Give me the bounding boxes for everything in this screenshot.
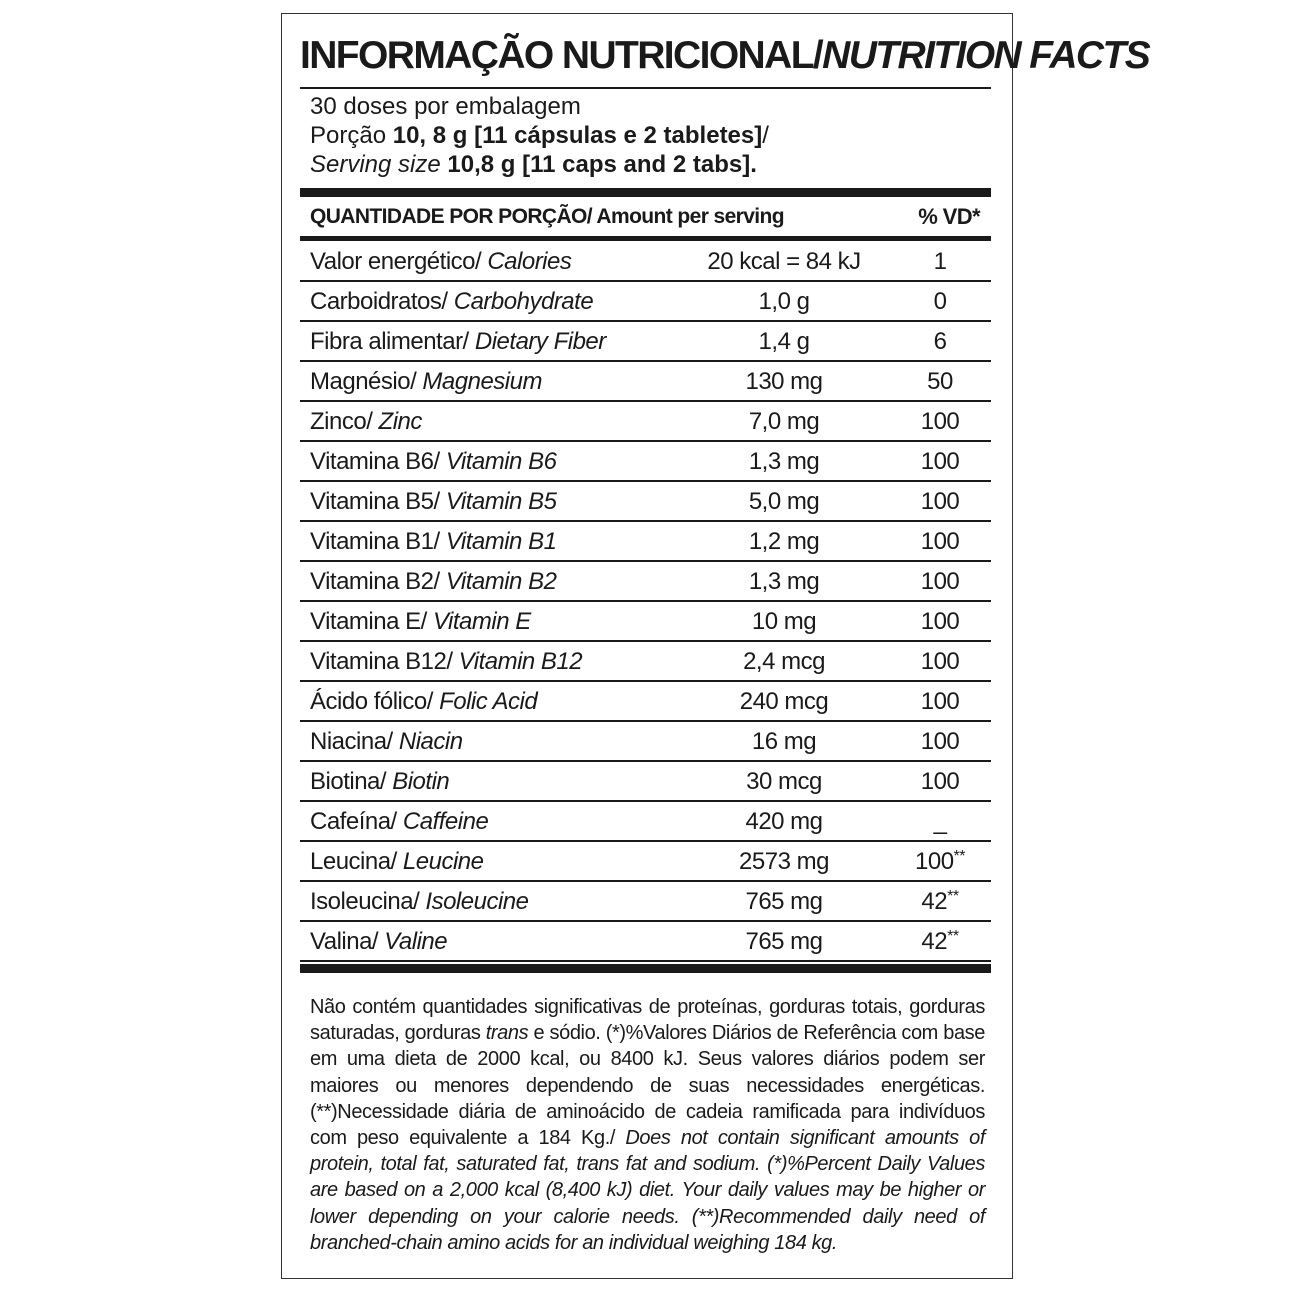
- nutrient-name-pt: Vitamina B6/: [310, 448, 446, 475]
- nutrient-amount: 420 mg: [745, 808, 823, 835]
- nutrient-dv-value: 42: [921, 928, 948, 955]
- nutrient-amount: 5,0 mg: [748, 488, 820, 515]
- nutrient-dv: [890, 922, 990, 962]
- nutrient-dv-value: 100: [920, 528, 960, 555]
- table-row: [300, 322, 991, 362]
- nutrient-name: [310, 282, 593, 322]
- nutrient-dv-value: 100: [920, 648, 960, 675]
- nutrient-dv-value: 100: [920, 488, 960, 515]
- nutrient-name: [310, 522, 556, 562]
- nutrient-name-pt: Vitamina E/: [310, 608, 433, 635]
- nutrient-name-pt: Niacina/: [310, 728, 399, 755]
- portion-pt-label: Porção: [310, 122, 393, 149]
- nutrient-dv-value: 100: [920, 768, 960, 795]
- nutrient-name-en: Isoleucine: [425, 888, 529, 915]
- nutrient-dv-value: 100: [920, 608, 960, 635]
- servings-per-container: 30 doses por embalagem: [310, 93, 581, 120]
- portion-en: [310, 150, 990, 179]
- header-dv-label: % VD*: [918, 204, 980, 229]
- nutrient-name: [310, 602, 531, 642]
- nutrient-name: [310, 922, 447, 962]
- footnote-en: Does not contain significant amounts of protein, total fat, saturated fat, trans fat and sodium. (*)%Percent Daily Values are based on a 2,000 kcal (8,400 kJ) diet. Your daily values may be higher or lower depending on your calorie needs. (**)Recommended daily need of branched-chain amino acids for an individual weighing 184 kg.: [310, 1127, 985, 1254]
- table-row: [300, 842, 991, 882]
- nutrient-name: [310, 722, 463, 762]
- nutrient-name-en: Vitamin E: [432, 608, 531, 635]
- nutrient-name-en: Leucine: [402, 848, 484, 875]
- nutrient-amount: 1,2 mg: [748, 528, 820, 555]
- table-row: [300, 562, 991, 602]
- nutrient-dv: [890, 362, 990, 402]
- nutrient-amount: 765 mg: [745, 928, 823, 955]
- nutrient-amount: 10 mg: [751, 608, 817, 635]
- nutrient-name-pt: Valina/: [310, 928, 385, 955]
- table-row: [300, 802, 991, 842]
- nutrient-name: [310, 882, 528, 922]
- nutrient-name-pt: Carboidratos/: [310, 288, 454, 315]
- table-row: [300, 642, 991, 682]
- nutrient-dv-value: 100: [920, 568, 960, 595]
- nutrient-dv-mark: **: [953, 848, 965, 865]
- nutrient-dv-value: 100: [920, 448, 960, 475]
- nutrient-name-pt: Isoleucina/: [310, 888, 426, 915]
- nutrient-dv-value: 0: [933, 288, 947, 315]
- table-row: [300, 882, 991, 922]
- table-row: [300, 242, 991, 282]
- table-row: [300, 762, 991, 802]
- nutrient-name-en: Dietary Fiber: [474, 328, 606, 355]
- nutrient-dv: [890, 722, 990, 762]
- nutrient-name-en: Zinc: [378, 408, 422, 435]
- nutrient-name-en: Folic Acid: [439, 688, 538, 715]
- nutrient-dv: [890, 282, 990, 322]
- nutrient-dv: [890, 842, 990, 882]
- nutrient-amount: 1,0 g: [758, 288, 810, 315]
- nutrient-dv-value: 100: [920, 408, 960, 435]
- nutrient-name-pt: Magnésio/: [310, 368, 423, 395]
- nutrient-dv-mark: **: [947, 928, 959, 945]
- nutrient-name-pt: Leucina/: [310, 848, 403, 875]
- nutrient-amount: 1,4 g: [758, 328, 810, 355]
- table-row: [300, 722, 991, 762]
- nutrient-dv: [890, 522, 990, 562]
- nutrient-dv-value: 42: [921, 888, 948, 915]
- nutrient-dv: [890, 882, 990, 922]
- nutrient-amount: 20 kcal = 84 kJ: [707, 248, 861, 275]
- nutrient-name-en: Vitamin B5: [445, 488, 557, 515]
- nutrient-dv: [890, 642, 990, 682]
- nutrient-name-pt: Ácido fólico/: [310, 688, 440, 715]
- nutrient-name-pt: Biotina/: [310, 768, 393, 795]
- table-row: [300, 922, 991, 962]
- nutrient-name: [310, 362, 542, 402]
- nutrient-name-en: Vitamin B12: [458, 648, 583, 675]
- nutrient-name-en: Calories: [487, 248, 572, 275]
- nutrient-dv: [890, 682, 990, 722]
- nutrient-name: [310, 402, 422, 442]
- title-english: NUTRITION FACTS: [822, 34, 1150, 77]
- nutrient-name: [310, 482, 556, 522]
- nutrient-amount: 2573 mg: [739, 848, 829, 875]
- nutrient-name: [310, 562, 556, 602]
- nutrient-dv-value: 100: [920, 688, 960, 715]
- serving-info: [310, 92, 990, 179]
- nutrient-dv-value: 100: [915, 848, 954, 875]
- nutrient-dv: [890, 802, 990, 842]
- nutrient-dv: [890, 322, 990, 362]
- nutrient-name-en: Caffeine: [402, 808, 489, 835]
- portion-pt-value: 10, 8 g [11 cápsulas e 2 tabletes]: [392, 122, 763, 149]
- nutrient-name-pt: Valor energético/: [310, 248, 488, 275]
- table-row: [300, 442, 991, 482]
- table-row: [300, 362, 991, 402]
- nutrient-name-pt: Fibra alimentar/: [310, 328, 475, 355]
- table-row: [300, 602, 991, 642]
- header-bottom-rule: [300, 236, 991, 241]
- portion-en-value: 10,8 g [11 caps and 2 tabs].: [447, 151, 757, 178]
- footnote-pt-1: Não contém quantidades significativas de proteínas, gorduras totais, gorduras saturadas, gorduras: [310, 996, 985, 1045]
- nutrient-amount: 2,4 mcg: [743, 648, 825, 675]
- table-row: [300, 682, 991, 722]
- nutrient-name: [310, 642, 582, 682]
- nutrient-name: [310, 802, 488, 842]
- nutrient-amount: 16 mg: [751, 728, 817, 755]
- nutrient-dv-value: 6: [933, 328, 947, 355]
- nutrient-dv-value: 50: [927, 368, 953, 395]
- title-portuguese: INFORMAÇÃO NUTRICIONAL/: [300, 34, 823, 77]
- table-row: [300, 402, 991, 442]
- nutrient-dv: [890, 482, 990, 522]
- table-row: [300, 522, 991, 562]
- portion-en-label: Serving size: [310, 151, 448, 178]
- nutrient-amount: 1,3 mg: [748, 448, 820, 475]
- table-header: [310, 200, 980, 234]
- nutrient-name-en: Vitamin B6: [445, 448, 557, 475]
- nutrient-name-en: Vitamin B2: [445, 568, 557, 595]
- header-top-thick-rule: [300, 188, 991, 197]
- footnote-trans: trans: [485, 1022, 529, 1045]
- portion-pt: [310, 121, 990, 150]
- nutrient-name-en: Magnesium: [422, 368, 542, 395]
- portion-pt-suffix: /: [762, 122, 769, 149]
- nutrient-dv: [890, 562, 990, 602]
- nutrient-amount: 30 mcg: [746, 768, 822, 795]
- header-amount-label: QUANTIDADE POR PORÇÃO/ Amount per serving: [310, 205, 784, 228]
- nutrient-dv: [890, 402, 990, 442]
- nutrient-dv-value: _: [933, 808, 947, 835]
- label-title: [300, 30, 1150, 82]
- nutrient-dv-mark: **: [947, 888, 959, 905]
- nutrient-name-pt: Vitamina B12/: [310, 648, 459, 675]
- nutrient-dv: [890, 242, 990, 282]
- nutrient-amount: 765 mg: [745, 888, 823, 915]
- nutrient-name-en: Niacin: [398, 728, 463, 755]
- nutrient-dv-value: 1: [933, 248, 947, 275]
- nutrient-name: [310, 242, 571, 282]
- footnote-pt-2: e sódio. (*)%Valores Diários de Referência com base em uma dieta de 2000 kcal, ou 8400 kJ. Seus valores diários podem ser maiores ou menores dependendo de suas necessidades energéticas. (**)Necessidade diária de aminoácido de cadeia ramificada para indivíduos com peso equivalente a 184 Kg./: [310, 1022, 985, 1150]
- table-row: [300, 482, 991, 522]
- title-divider: [300, 87, 991, 89]
- nutrient-name: [310, 842, 483, 882]
- nutrient-dv-value: 100: [920, 728, 960, 755]
- nutrient-name-en: Vitamin B1: [445, 528, 557, 555]
- nutrient-dv: [890, 762, 990, 802]
- table-bottom-thick-rule: [300, 964, 991, 973]
- nutrient-name-pt: Zinco/: [310, 408, 379, 435]
- nutrient-name-pt: Vitamina B2/: [310, 568, 446, 595]
- nutrient-amount: 7,0 mg: [748, 408, 820, 435]
- nutrient-dv: [890, 602, 990, 642]
- nutrient-name: [310, 442, 556, 482]
- nutrient-dv: [890, 442, 990, 482]
- nutrient-amount: 1,3 mg: [748, 568, 820, 595]
- nutrient-amount: 240 mcg: [739, 688, 829, 715]
- nutrient-amount: 130 mg: [745, 368, 823, 395]
- nutrient-name-en: Carbohydrate: [453, 288, 594, 315]
- nutrient-name-pt: Vitamina B5/: [310, 488, 446, 515]
- nutrient-name: [310, 682, 537, 722]
- table-row: [300, 282, 991, 322]
- footnote: [310, 994, 985, 1256]
- nutrient-name-en: Valine: [384, 928, 448, 955]
- nutrient-name-en: Biotin: [392, 768, 450, 795]
- nutrient-name-pt: Vitamina B1/: [310, 528, 446, 555]
- nutrient-name-pt: Cafeína/: [310, 808, 403, 835]
- nutrient-name: [310, 762, 449, 802]
- nutrient-name: [310, 322, 606, 362]
